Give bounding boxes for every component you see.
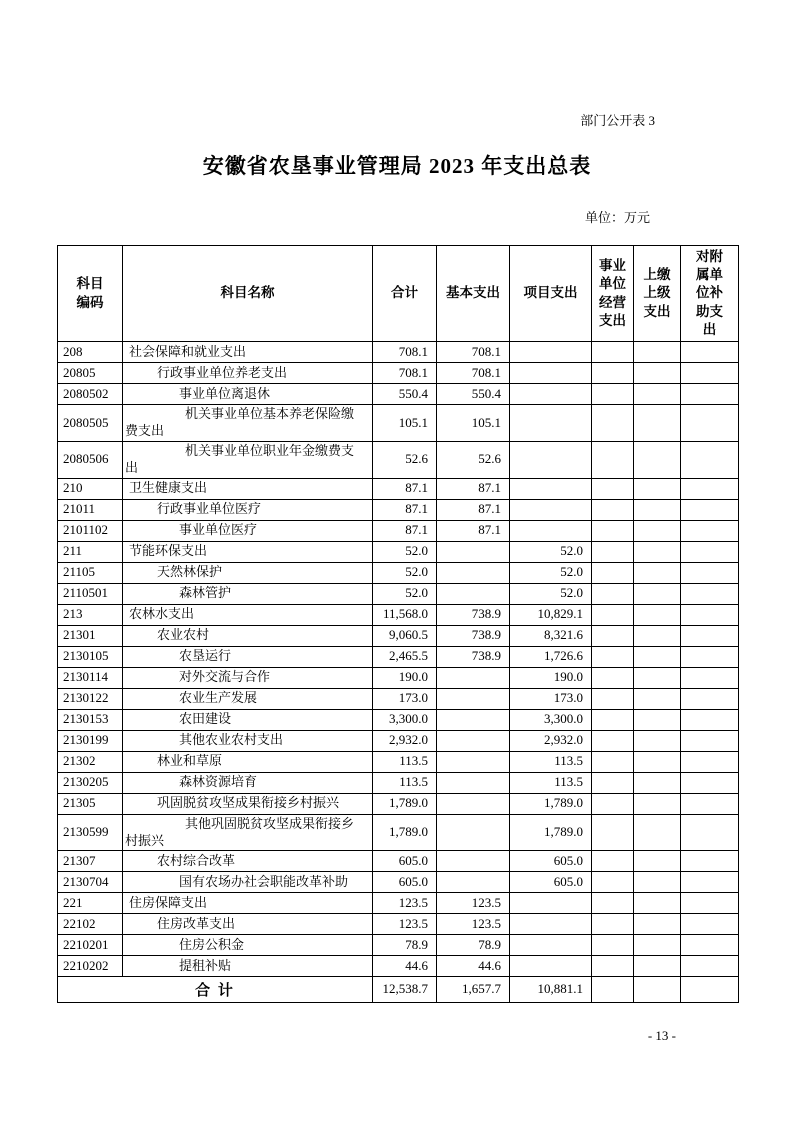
expenditure-table — [57, 245, 739, 1003]
subsidy-cell — [681, 541, 739, 562]
subsidy-cell — [681, 667, 739, 688]
table-row — [58, 604, 739, 625]
operating-expenditure-cell — [592, 625, 634, 646]
basic-expenditure-cell: 87.1 — [437, 478, 510, 499]
table-row — [58, 688, 739, 709]
operating-expenditure-cell — [592, 956, 634, 977]
total-value-cell: 105.1 — [373, 405, 437, 442]
subsidy-cell — [681, 872, 739, 893]
subject-code-cell: 21305 — [58, 793, 123, 814]
operating-expenditure-cell — [592, 384, 634, 405]
upper-level-cell — [634, 793, 681, 814]
total-value-cell: 113.5 — [373, 772, 437, 793]
table-row — [58, 342, 739, 363]
basic-expenditure-cell — [437, 814, 510, 851]
total-value-cell: 550.4 — [373, 384, 437, 405]
operating-expenditure-cell — [592, 751, 634, 772]
basic-expenditure-cell: 708.1 — [437, 363, 510, 384]
total-value-cell: 87.1 — [373, 499, 437, 520]
subject-code-cell: 2101102 — [58, 520, 123, 541]
operating-expenditure-cell — [592, 814, 634, 851]
subject-code-cell: 2130599 — [58, 814, 123, 851]
project-expenditure-cell — [510, 499, 592, 520]
basic-expenditure-cell: 738.9 — [437, 646, 510, 667]
header-operating — [592, 246, 634, 342]
project-expenditure-cell: 113.5 — [510, 772, 592, 793]
total-value-cell: 173.0 — [373, 688, 437, 709]
header-upper-label: 上缴上级支出 — [643, 267, 671, 319]
table-row — [58, 730, 739, 751]
table-header — [58, 246, 739, 342]
subject-name-cell: 森林资源培育 — [123, 772, 373, 793]
total-row-subsidy — [681, 977, 739, 1003]
project-expenditure-cell: 2,932.0 — [510, 730, 592, 751]
subject-code-cell: 2130122 — [58, 688, 123, 709]
upper-level-cell — [634, 730, 681, 751]
header-row — [58, 246, 739, 342]
subsidy-cell — [681, 441, 739, 478]
subsidy-cell — [681, 851, 739, 872]
header-operating-label: 事业单位经营支出 — [599, 258, 626, 328]
project-expenditure-cell: 173.0 — [510, 688, 592, 709]
subject-name-cell: 住房保障支出 — [123, 893, 373, 914]
subsidy-cell — [681, 935, 739, 956]
upper-level-cell — [634, 541, 681, 562]
total-value-cell: 44.6 — [373, 956, 437, 977]
subject-code-cell: 2210201 — [58, 935, 123, 956]
subject-code-cell: 213 — [58, 604, 123, 625]
basic-expenditure-cell: 78.9 — [437, 935, 510, 956]
subject-code-cell: 21105 — [58, 562, 123, 583]
basic-expenditure-cell: 708.1 — [437, 342, 510, 363]
total-value-cell: 1,789.0 — [373, 793, 437, 814]
basic-expenditure-cell: 738.9 — [437, 625, 510, 646]
total-value-cell: 708.1 — [373, 363, 437, 384]
table-row — [58, 562, 739, 583]
subject-name-cell: 社会保障和就业支出 — [123, 342, 373, 363]
total-row-total: 12,538.7 — [373, 977, 437, 1003]
subject-name-cell: 国有农场办社会职能改革补助 — [123, 872, 373, 893]
upper-level-cell — [634, 520, 681, 541]
table-row — [58, 646, 739, 667]
total-value-cell: 52.6 — [373, 441, 437, 478]
subsidy-cell — [681, 751, 739, 772]
upper-level-cell — [634, 851, 681, 872]
upper-level-cell — [634, 478, 681, 499]
subsidy-cell — [681, 772, 739, 793]
project-expenditure-cell: 52.0 — [510, 583, 592, 604]
operating-expenditure-cell — [592, 914, 634, 935]
subject-name-cell: 事业单位医疗 — [123, 520, 373, 541]
upper-level-cell — [634, 772, 681, 793]
subject-code-cell: 20805 — [58, 363, 123, 384]
project-expenditure-cell: 52.0 — [510, 541, 592, 562]
total-row — [58, 977, 739, 1003]
table-row — [58, 499, 739, 520]
subject-name-cell: 卫生健康支出 — [123, 478, 373, 499]
operating-expenditure-cell — [592, 772, 634, 793]
operating-expenditure-cell — [592, 363, 634, 384]
upper-level-cell — [634, 441, 681, 478]
project-expenditure-cell — [510, 893, 592, 914]
upper-level-cell — [634, 956, 681, 977]
table-row — [58, 583, 739, 604]
total-value-cell: 605.0 — [373, 851, 437, 872]
table-body — [58, 342, 739, 977]
subject-name-cell: 森林管护 — [123, 583, 373, 604]
subject-code-cell: 2130199 — [58, 730, 123, 751]
operating-expenditure-cell — [592, 935, 634, 956]
upper-level-cell — [634, 363, 681, 384]
subsidy-cell — [681, 625, 739, 646]
project-expenditure-cell — [510, 935, 592, 956]
basic-expenditure-cell — [437, 851, 510, 872]
subsidy-cell — [681, 604, 739, 625]
table-row — [58, 363, 739, 384]
subject-code-cell: 221 — [58, 893, 123, 914]
header-total: 合计 — [373, 246, 437, 342]
project-expenditure-cell — [510, 520, 592, 541]
basic-expenditure-cell: 87.1 — [437, 499, 510, 520]
upper-level-cell — [634, 872, 681, 893]
basic-expenditure-cell — [437, 730, 510, 751]
subject-name-cell: 农田建设 — [123, 709, 373, 730]
subject-code-cell: 2130105 — [58, 646, 123, 667]
project-expenditure-cell: 605.0 — [510, 851, 592, 872]
table-row — [58, 625, 739, 646]
basic-expenditure-cell — [437, 793, 510, 814]
subsidy-cell — [681, 793, 739, 814]
table-row — [58, 893, 739, 914]
basic-expenditure-cell — [437, 872, 510, 893]
subject-code-cell: 2080505 — [58, 405, 123, 442]
operating-expenditure-cell — [592, 562, 634, 583]
subject-name-cell: 住房改革支出 — [123, 914, 373, 935]
upper-level-cell — [634, 583, 681, 604]
upper-level-cell — [634, 625, 681, 646]
upper-level-cell — [634, 604, 681, 625]
header-subsidy — [681, 246, 739, 342]
operating-expenditure-cell — [592, 478, 634, 499]
total-row-operating — [592, 977, 634, 1003]
upper-level-cell — [634, 405, 681, 442]
project-expenditure-cell: 1,726.6 — [510, 646, 592, 667]
table-row — [58, 956, 739, 977]
table-row — [58, 772, 739, 793]
upper-level-cell — [634, 342, 681, 363]
total-value-cell: 52.0 — [373, 541, 437, 562]
subject-name-cell: 住房公积金 — [123, 935, 373, 956]
subsidy-cell — [681, 342, 739, 363]
upper-level-cell — [634, 814, 681, 851]
total-row-basic: 1,657.7 — [437, 977, 510, 1003]
upper-level-cell — [634, 667, 681, 688]
project-expenditure-cell: 113.5 — [510, 751, 592, 772]
operating-expenditure-cell — [592, 499, 634, 520]
basic-expenditure-cell — [437, 709, 510, 730]
basic-expenditure-cell: 87.1 — [437, 520, 510, 541]
page-title: 安徽省农垦事业管理局 2023 年支出总表 — [202, 154, 592, 178]
table-row — [58, 814, 739, 851]
subject-name-cell: 节能环保支出 — [123, 541, 373, 562]
upper-level-cell — [634, 562, 681, 583]
project-expenditure-cell: 605.0 — [510, 872, 592, 893]
operating-expenditure-cell — [592, 851, 634, 872]
basic-expenditure-cell — [437, 772, 510, 793]
total-value-cell: 123.5 — [373, 914, 437, 935]
operating-expenditure-cell — [592, 441, 634, 478]
subsidy-cell — [681, 730, 739, 751]
total-value-cell: 3,300.0 — [373, 709, 437, 730]
basic-expenditure-cell: 123.5 — [437, 914, 510, 935]
basic-expenditure-cell: 44.6 — [437, 956, 510, 977]
project-expenditure-cell: 3,300.0 — [510, 709, 592, 730]
total-value-cell: 11,568.0 — [373, 604, 437, 625]
operating-expenditure-cell — [592, 604, 634, 625]
basic-expenditure-cell — [437, 688, 510, 709]
project-expenditure-cell: 190.0 — [510, 667, 592, 688]
upper-level-cell — [634, 709, 681, 730]
subsidy-cell — [681, 646, 739, 667]
subject-name-cell: 其他巩固脱贫攻坚成果衔接乡村振兴 — [123, 814, 373, 851]
operating-expenditure-cell — [592, 583, 634, 604]
subject-name-cell: 巩固脱贫攻坚成果衔接乡村振兴 — [123, 793, 373, 814]
table-row — [58, 914, 739, 935]
basic-expenditure-cell: 123.5 — [437, 893, 510, 914]
subject-name-cell: 农业生产发展 — [123, 688, 373, 709]
subsidy-cell — [681, 478, 739, 499]
header-subject-code — [58, 246, 123, 342]
table-row — [58, 851, 739, 872]
subject-name-cell: 对外交流与合作 — [123, 667, 373, 688]
operating-expenditure-cell — [592, 667, 634, 688]
subject-code-cell: 2130153 — [58, 709, 123, 730]
project-expenditure-cell — [510, 914, 592, 935]
header-upper — [634, 246, 681, 342]
table-row — [58, 478, 739, 499]
doc-label: 部门公开表 3 — [580, 113, 655, 128]
total-value-cell: 708.1 — [373, 342, 437, 363]
header-subject-name: 科目名称 — [123, 246, 373, 342]
total-value-cell: 1,789.0 — [373, 814, 437, 851]
project-expenditure-cell — [510, 956, 592, 977]
project-expenditure-cell — [510, 478, 592, 499]
operating-expenditure-cell — [592, 730, 634, 751]
total-value-cell: 9,060.5 — [373, 625, 437, 646]
basic-expenditure-cell — [437, 751, 510, 772]
subject-name-cell: 提租补贴 — [123, 956, 373, 977]
subsidy-cell — [681, 520, 739, 541]
basic-expenditure-cell — [437, 562, 510, 583]
project-expenditure-cell: 8,321.6 — [510, 625, 592, 646]
subject-code-cell: 2080506 — [58, 441, 123, 478]
header-subject-code-label: 科目编码 — [76, 276, 104, 310]
subject-code-cell: 21302 — [58, 751, 123, 772]
total-value-cell: 52.0 — [373, 583, 437, 604]
total-value-cell: 87.1 — [373, 520, 437, 541]
upper-level-cell — [634, 646, 681, 667]
upper-level-cell — [634, 688, 681, 709]
operating-expenditure-cell — [592, 872, 634, 893]
upper-level-cell — [634, 893, 681, 914]
subject-code-cell: 211 — [58, 541, 123, 562]
project-expenditure-cell: 10,829.1 — [510, 604, 592, 625]
table-row — [58, 541, 739, 562]
table-row — [58, 872, 739, 893]
subsidy-cell — [681, 814, 739, 851]
subsidy-cell — [681, 583, 739, 604]
subject-code-cell: 22102 — [58, 914, 123, 935]
upper-level-cell — [634, 751, 681, 772]
table-row — [58, 384, 739, 405]
total-value-cell: 78.9 — [373, 935, 437, 956]
operating-expenditure-cell — [592, 688, 634, 709]
table-row — [58, 405, 739, 442]
total-value-cell: 123.5 — [373, 893, 437, 914]
subsidy-cell — [681, 893, 739, 914]
subsidy-cell — [681, 914, 739, 935]
subject-code-cell: 21011 — [58, 499, 123, 520]
total-row-upper — [634, 977, 681, 1003]
total-value-cell: 190.0 — [373, 667, 437, 688]
upper-level-cell — [634, 384, 681, 405]
subject-name-cell: 机关事业单位基本养老保险缴费支出 — [123, 405, 373, 442]
operating-expenditure-cell — [592, 520, 634, 541]
operating-expenditure-cell — [592, 893, 634, 914]
subject-code-cell: 2130114 — [58, 667, 123, 688]
subject-code-cell: 2130704 — [58, 872, 123, 893]
table-row — [58, 520, 739, 541]
table-row — [58, 441, 739, 478]
subject-code-cell: 2080502 — [58, 384, 123, 405]
basic-expenditure-cell: 738.9 — [437, 604, 510, 625]
subsidy-cell — [681, 363, 739, 384]
project-expenditure-cell — [510, 384, 592, 405]
subject-name-cell: 事业单位离退休 — [123, 384, 373, 405]
operating-expenditure-cell — [592, 405, 634, 442]
basic-expenditure-cell — [437, 541, 510, 562]
page-number: - 13 - — [647, 1028, 676, 1043]
subject-code-cell: 21307 — [58, 851, 123, 872]
basic-expenditure-cell: 105.1 — [437, 405, 510, 442]
basic-expenditure-cell — [437, 667, 510, 688]
upper-level-cell — [634, 935, 681, 956]
operating-expenditure-cell — [592, 541, 634, 562]
project-expenditure-cell — [510, 441, 592, 478]
total-row-label: 合 计 — [58, 977, 373, 1003]
subsidy-cell — [681, 384, 739, 405]
total-value-cell: 2,465.5 — [373, 646, 437, 667]
table-footer — [58, 977, 739, 1003]
basic-expenditure-cell: 550.4 — [437, 384, 510, 405]
subject-name-cell: 其他农业农村支出 — [123, 730, 373, 751]
subject-code-cell: 2110501 — [58, 583, 123, 604]
operating-expenditure-cell — [592, 793, 634, 814]
table-row — [58, 793, 739, 814]
project-expenditure-cell — [510, 405, 592, 442]
subject-name-cell: 农林水支出 — [123, 604, 373, 625]
table-row — [58, 751, 739, 772]
subject-code-cell: 210 — [58, 478, 123, 499]
table-row — [58, 709, 739, 730]
operating-expenditure-cell — [592, 709, 634, 730]
subject-code-cell: 21301 — [58, 625, 123, 646]
project-expenditure-cell: 1,789.0 — [510, 814, 592, 851]
subsidy-cell — [681, 688, 739, 709]
project-expenditure-cell: 1,789.0 — [510, 793, 592, 814]
subsidy-cell — [681, 562, 739, 583]
subject-name-cell: 农垦运行 — [123, 646, 373, 667]
header-basic: 基本支出 — [437, 246, 510, 342]
upper-level-cell — [634, 914, 681, 935]
subject-code-cell: 2130205 — [58, 772, 123, 793]
subject-name-cell: 机关事业单位职业年金缴费支出 — [123, 441, 373, 478]
header-subsidy-label: 对附属单位补助支出 — [696, 249, 723, 337]
subject-name-cell: 行政事业单位医疗 — [123, 499, 373, 520]
subject-code-cell: 2210202 — [58, 956, 123, 977]
project-expenditure-cell — [510, 363, 592, 384]
subsidy-cell — [681, 499, 739, 520]
subject-name-cell: 行政事业单位养老支出 — [123, 363, 373, 384]
subsidy-cell — [681, 709, 739, 730]
basic-expenditure-cell — [437, 583, 510, 604]
subsidy-cell — [681, 405, 739, 442]
upper-level-cell — [634, 499, 681, 520]
table-row — [58, 935, 739, 956]
table-row — [58, 667, 739, 688]
subject-name-cell: 农村综合改革 — [123, 851, 373, 872]
subject-name-cell: 林业和草原 — [123, 751, 373, 772]
subject-name-cell: 天然林保护 — [123, 562, 373, 583]
project-expenditure-cell: 52.0 — [510, 562, 592, 583]
subject-name-cell: 农业农村 — [123, 625, 373, 646]
header-project: 项目支出 — [510, 246, 592, 342]
subject-code-cell: 208 — [58, 342, 123, 363]
subsidy-cell — [681, 956, 739, 977]
project-expenditure-cell — [510, 342, 592, 363]
unit-label: 单位：万元 — [584, 210, 650, 225]
basic-expenditure-cell: 52.6 — [437, 441, 510, 478]
total-row-project: 10,881.1 — [510, 977, 592, 1003]
operating-expenditure-cell — [592, 646, 634, 667]
total-value-cell: 2,932.0 — [373, 730, 437, 751]
total-value-cell: 52.0 — [373, 562, 437, 583]
total-value-cell: 605.0 — [373, 872, 437, 893]
total-value-cell: 87.1 — [373, 478, 437, 499]
operating-expenditure-cell — [592, 342, 634, 363]
total-value-cell: 113.5 — [373, 751, 437, 772]
